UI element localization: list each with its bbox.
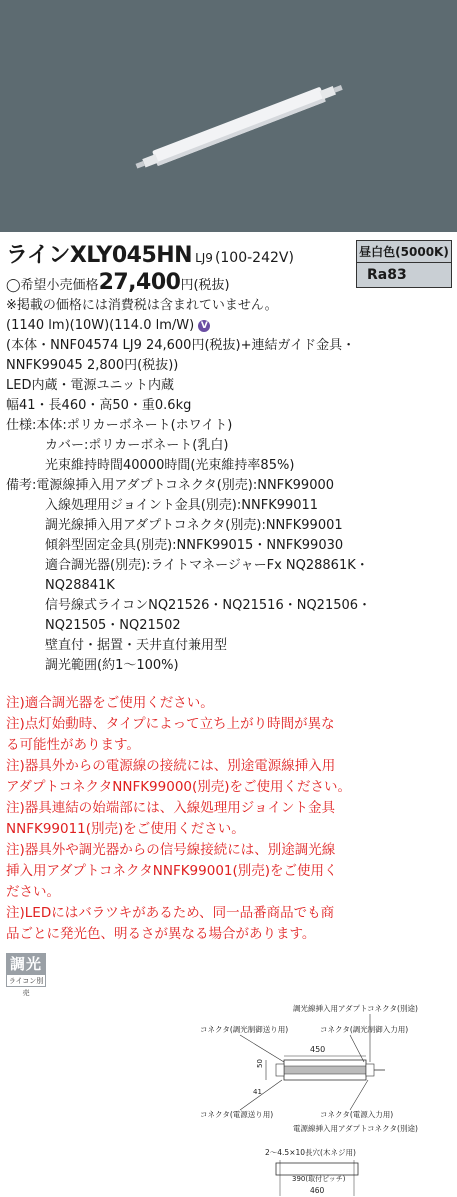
price-amount: 27,400 bbox=[98, 270, 181, 295]
notes-block bbox=[6, 693, 454, 945]
ra-badge: Ra83 bbox=[357, 263, 451, 287]
label-conn-power-in: コネクタ(電源入力用) bbox=[320, 1110, 394, 1119]
product-title bbox=[6, 238, 294, 268]
spec-line: 備考:電源線挿入用アダプトコネクタ(別売):NNFK99000 bbox=[6, 478, 335, 493]
spec-line bbox=[6, 316, 454, 336]
price-line bbox=[6, 270, 454, 296]
spec-line: NQ21505・NQ21502 bbox=[6, 618, 181, 633]
spec-line: 適合調光器(別売):ライトマネージャーFx NQ28861K・ bbox=[6, 558, 369, 573]
note-line: ださい。 bbox=[6, 884, 60, 900]
light-fixture-illustration bbox=[0, 0, 457, 232]
spec-line: カバー:ポリカーボネート(乳白) bbox=[6, 438, 229, 453]
dim-390: 390(取付ピッチ) bbox=[292, 1175, 346, 1183]
label-power-adapter: 電源線挿入用アダプトコネクタ(別途) bbox=[293, 1124, 418, 1133]
note-line: 注)器具連結の始端部には、入線処理用ジョイント金具 bbox=[6, 800, 335, 816]
spec-line: 傾斜型固定金具(別売):NNFK99015・NNFK99030 bbox=[6, 538, 344, 553]
v-mark-icon: V bbox=[198, 320, 210, 332]
dimming-label: 調光 bbox=[6, 953, 46, 975]
note-line: る可能性があります。 bbox=[6, 737, 140, 753]
spec-line: 調光線挿入用アダプトコネクタ(別売):NNFK99001 bbox=[6, 518, 343, 533]
spec-line: 仕様:本体:ポリカーボネート(ホワイト) bbox=[6, 418, 233, 433]
label-hole: 2～4.5×10長穴(木ネジ用) bbox=[265, 1148, 356, 1157]
label-conn-power-out: コネクタ(電源送り用) bbox=[200, 1110, 274, 1119]
spec-line: 壁直付・据置・天井直付兼用型 bbox=[6, 638, 228, 653]
spec-line: (本体・NNF04574 LJ9 24,600円(税抜)+連結ガイド金具・ bbox=[6, 338, 356, 353]
label-conn-dim-out: コネクタ(調光制御送り用) bbox=[200, 1025, 289, 1034]
spec-line: 信号線式ライコンNQ21526・NQ21516・NQ21506・ bbox=[6, 598, 372, 613]
spec-line: NQ28841K bbox=[6, 578, 115, 593]
dimming-tag bbox=[6, 953, 46, 997]
spec-line: ※掲載の価格には消費税は含まれていません。 bbox=[6, 298, 278, 313]
dim-41: 41 bbox=[253, 1088, 262, 1096]
spec-line: 幅41・長460・高50・重0.6kg bbox=[6, 398, 192, 413]
note-line: 注)LEDにはバラツキがあるため、同一品番商品でも商 bbox=[6, 905, 335, 921]
dimming-sub-label: ライコン別売 bbox=[6, 975, 46, 987]
fixture-plan-outline bbox=[276, 1163, 358, 1175]
dimension-drawing bbox=[180, 1000, 457, 1197]
label-conn-dim-in: コネクタ(調光制御入力用) bbox=[320, 1025, 409, 1034]
color-temp-badge: 昼白色(5000K) bbox=[357, 241, 451, 263]
dimension-diagram bbox=[180, 1000, 457, 1197]
note-line: 注)器具外からの電源線の接続には、別途電源線挿入用 bbox=[6, 758, 336, 774]
note-line: アダプトコネクタNNFK99000(別売)をご使用ください。 bbox=[6, 779, 352, 795]
spec-line: 光束維持時間40000時間(光束維持率85%) bbox=[6, 458, 295, 473]
product-name: ラインXLY045HN bbox=[6, 243, 193, 268]
note-line: 品ごとに発光色、明るさが異なる場合があります。 bbox=[6, 926, 316, 942]
spec-line: 入線処理用ジョイント金具(別売):NNFK99011 bbox=[6, 498, 319, 513]
label-dim-adapter: 調光線挿入用アダプトコネクタ(別途) bbox=[293, 1004, 418, 1013]
note-line: NNFK99011(別売)をご使用ください。 bbox=[6, 821, 245, 837]
spec-line: 調光範囲(約1～100%) bbox=[6, 658, 179, 673]
note-line: 注)適合調光器をご使用ください。 bbox=[6, 695, 214, 711]
note-line: 注)器具外や調光器からの信号線接続には、別途調光線 bbox=[6, 842, 336, 858]
spec-block bbox=[6, 270, 454, 676]
dim-460: 460 bbox=[310, 1186, 325, 1195]
efficiency-text: (1140 lm)(10W)(114.0 lm/W) bbox=[6, 318, 195, 333]
product-photo bbox=[0, 0, 457, 232]
spec-line: NNFK99045 2,800円(税抜)) bbox=[6, 358, 179, 373]
spec-line: LED内蔵・電源ユニット内蔵 bbox=[6, 378, 174, 393]
price-prefix: ◯希望小売価格 bbox=[6, 278, 99, 293]
note-line: 注)点灯始動時、タイプによって立ち上がり時間が異な bbox=[6, 716, 335, 732]
voltage: (100-242V) bbox=[214, 250, 294, 266]
model-suffix: LJ9 bbox=[195, 251, 213, 265]
dim-450: 450 bbox=[310, 1045, 326, 1054]
note-line: 挿入用アダプトコネクタNNFK99001(別売)をご使用く bbox=[6, 863, 338, 879]
price-suffix: 円(税抜) bbox=[180, 278, 230, 293]
dim-50: 50 bbox=[256, 1059, 264, 1068]
